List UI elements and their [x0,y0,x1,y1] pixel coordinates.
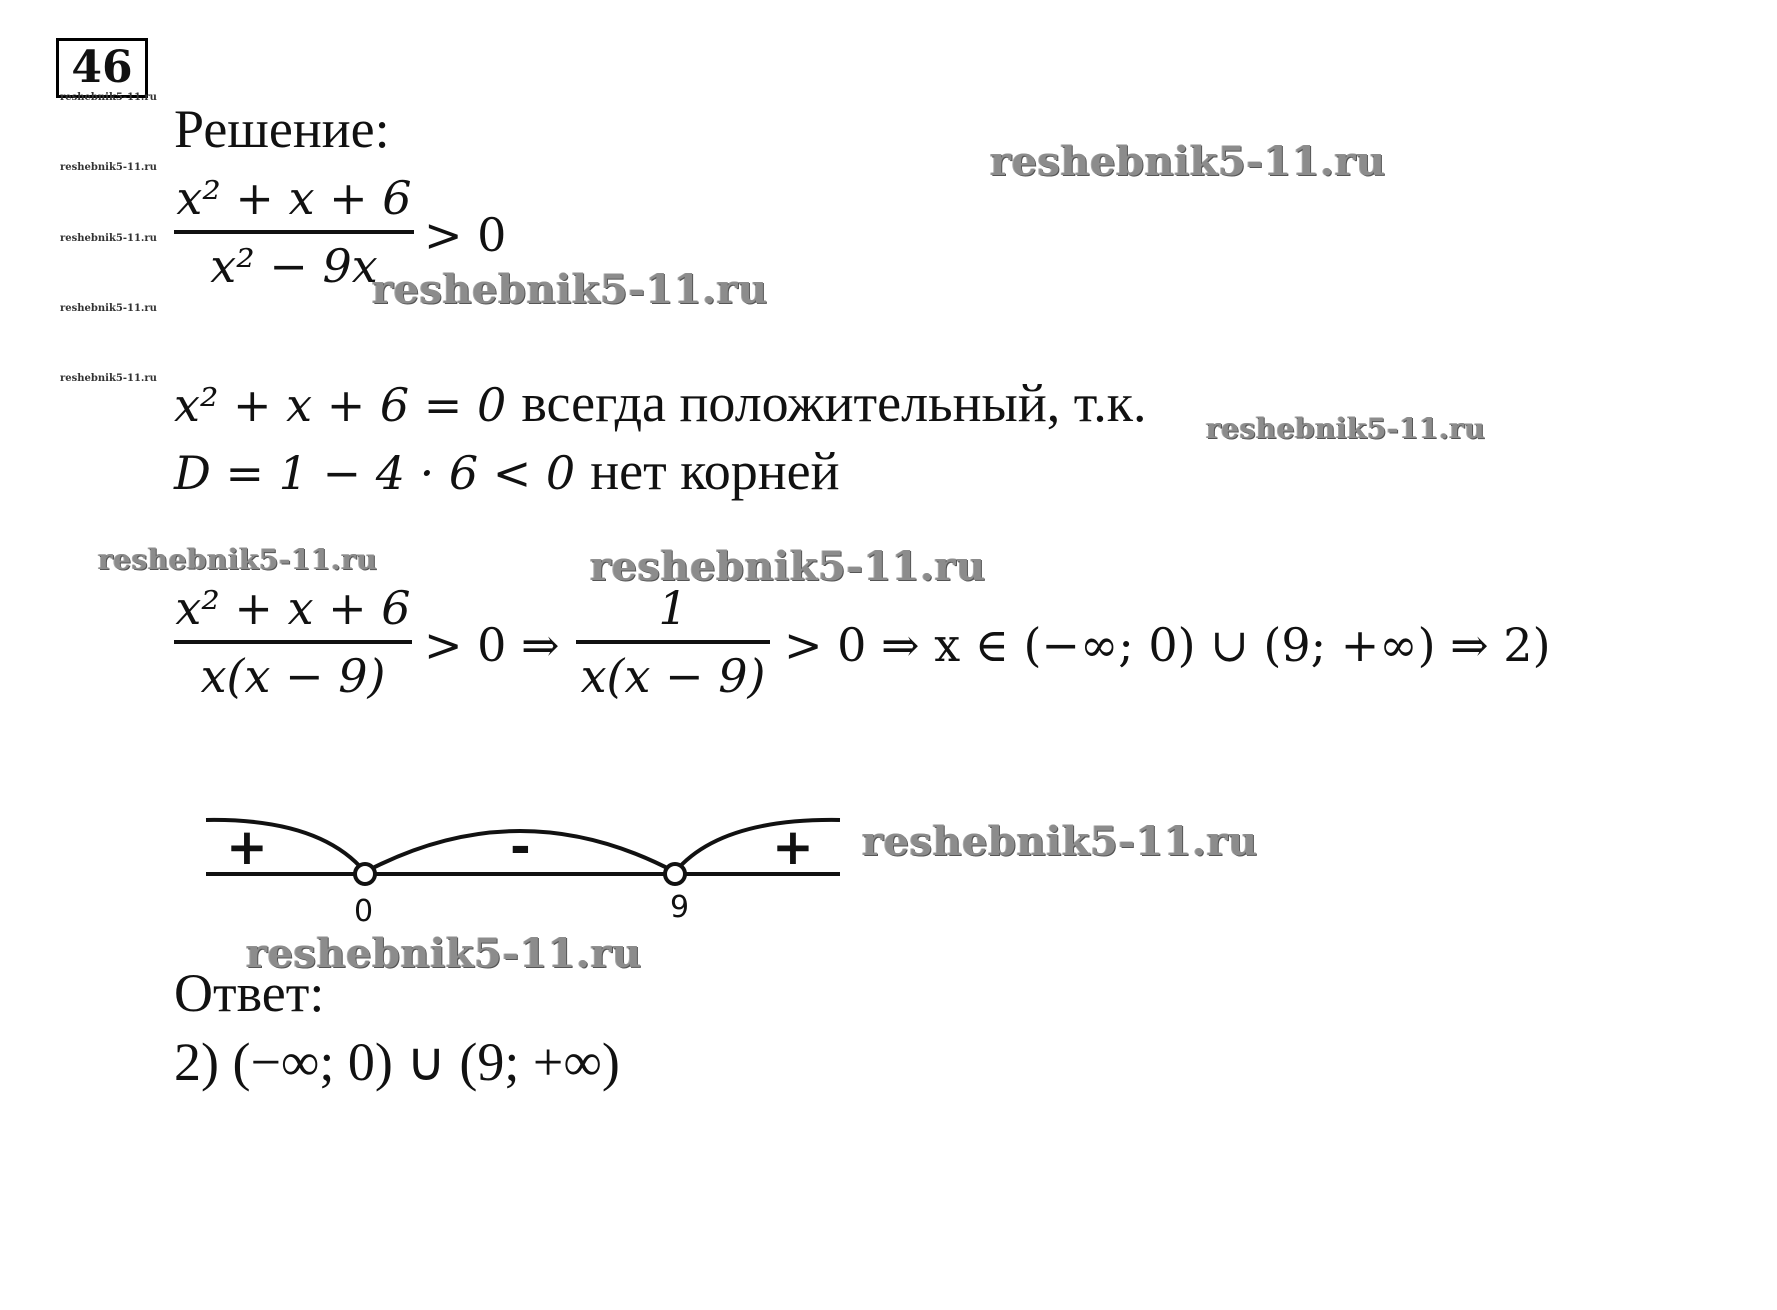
sign-plus-right: + [772,818,814,876]
answer-value: 2) (−∞; 0) ∪ (9; +∞) [174,1032,620,1092]
open-point [665,864,685,884]
chain-fraction-2 [576,580,770,704]
fraction-numerator: x² + x + 6 [175,581,411,635]
watermark-small: reshebnik5-11.ru [60,162,157,173]
inequality-rhs: > 0 [424,208,507,262]
watermark: reshebnik5-11.ru [862,818,1258,865]
watermark: reshebnik5-11.ru [1206,412,1486,445]
fraction-numerator: x² + x + 6 [176,171,412,225]
answer-label: Ответ: [174,963,325,1023]
positivity-line [174,372,1147,434]
problem-number: 46 [56,38,148,98]
watermark-small: reshebnik5-11.ru [60,303,157,314]
fraction-bar [174,640,412,644]
open-point [355,864,375,884]
sign-minus: - [510,818,531,876]
watermark: reshebnik5-11.ru [990,138,1386,185]
chain-fraction-1 [174,580,412,704]
watermark-small: reshebnik5-11.ru [60,92,157,103]
watermark: reshebnik5-11.ru [372,266,768,313]
fraction-denominator: x(x − 9) [580,649,766,703]
fraction-bar [576,640,770,644]
positivity-math: x² + x + 6 = 0 [174,378,507,432]
point-label-9: 9 [670,890,690,925]
point-label-0: 0 [354,894,374,929]
sign-arc [675,820,840,872]
positivity-text: всегда положительный, т.к. [521,373,1147,433]
chain-tail: > 0 ⇒ x ∈ (−∞; 0) ∪ (9; +∞) ⇒ 2) [784,618,1551,672]
solution-heading: Решение: [174,99,390,159]
discriminant-math: D = 1 − 4 · 6 < 0 [174,446,576,500]
discriminant-text: нет корней [590,441,840,501]
inequality-fraction [174,170,414,294]
fraction-bar [174,230,414,234]
sign-plus-left: + [226,818,268,876]
watermark: reshebnik5-11.ru [246,930,642,977]
chain-operator: > 0 ⇒ [424,618,560,672]
discriminant-line [174,440,840,502]
watermark: reshebnik5-11.ru [98,543,378,576]
fraction-denominator: x(x − 9) [200,649,386,703]
watermark: reshebnik5-11.ru [590,543,986,590]
watermark-small: reshebnik5-11.ru [60,373,157,384]
fraction-denominator: x² − 9x [210,239,378,293]
fraction-numerator: 1 [658,581,688,635]
watermark-small: reshebnik5-11.ru [60,233,157,244]
